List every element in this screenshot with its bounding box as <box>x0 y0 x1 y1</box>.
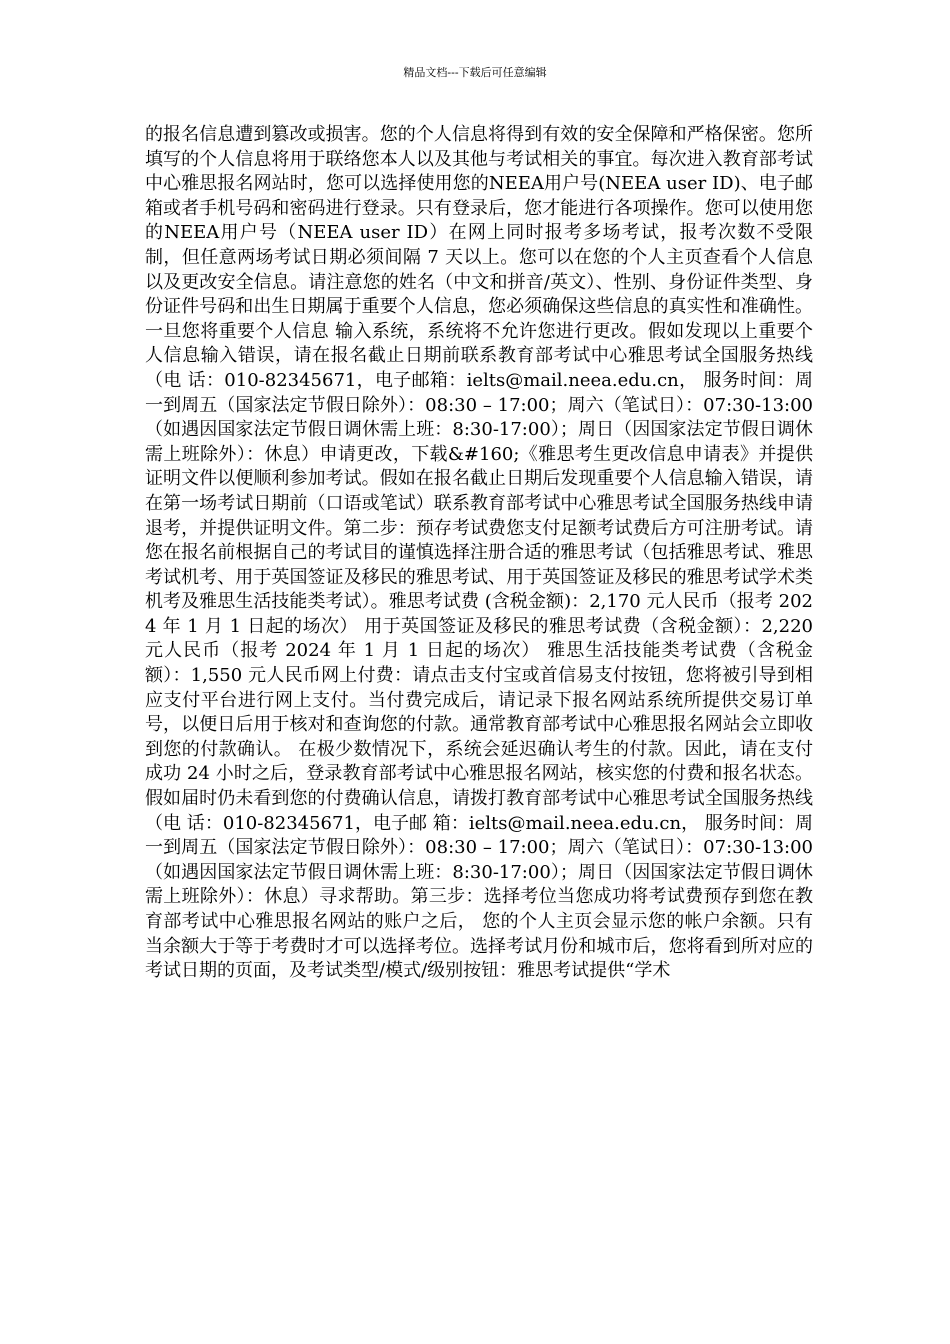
page-header: 精品文档---下载后可任意编辑 <box>403 66 547 79</box>
body-text: 的报名信息遭到篡改或损害。您的个人信息将得到有效的安全保障和严格保密。您所填写的个人信息将用于联络您本人以及其他与考试相关的事宜。每次进入教育部考试中心雅思报名网站时，您可以选择使用您的NEEA用户号(NEEA user ID)、电子邮 箱或者手机号码和密码进行登录。只有登录后，您才能进行各项操作。您可以使用您的NEEA用户号（NEEA user ID）在网上同时报考多场考试，报考次数不受限制，但任意两场考试日期必须间隔 7 天以上。您可以在您的个人主页查看个人信息以及更改安全信息。请注意您的姓名（中文和拼音/英文）、性别、身份证件类型、身份证件号码和出生日期属于重要个人信息，您必须确保这些信息的真实性和准确性。一旦您将重要个人信息 输入系统，系统将不允许您进行更改。假如发现以上重要个人信息输入错误，请在报名截止日期前联系教育部考试中心雅思考试全国服务热线 （电 话：010-82345671，电子邮箱：ielts@mail.neea.edu.cn， 服务时间：周一到周五（国家法定节假日除外）：08:30 – 17:00；周六（笔试日）：07:30-13:00（如遇因国家法定节假日调休需上班：8:30-17:00）；周日（因国家法定节假日调休需上班除外）：休息）申请更改，下载&#160;《雅思考生更改信息申请表》并提供证明文件以便顺利参加考试。假如在报名截止日期后发现重要个人信息输入错误，请在第一场考试日期前（口语或笔试）联系教育部考试中心雅思考试全国服务热线申请退考，并提供证明文件。第二步：预存考试费您支付足额考试费后方可注册考试。请您在报名前根据自己的考试目的谨慎选择注册合适的雅思考试（包括雅思考试、雅思考试机考、用于英国签证及移民的雅思考试、用于英国签证及移民的雅思考试学术类机考及雅思生活技能类考试）。雅思考试费 (含税金额)：2,170 元人民币（报考 2024 年 1 月 1 日起的场次） 用于英国签证及移民的雅思考试费（含税金额）：2,220 元人民币（报考 2024 年 1 月 1 日起的场次） 雅思生活技能类考试费（含税金额）：1,550 元人民币网上付费：请点击支付宝或首信易支付按钮，您将被引导到相应支付平台进行网上支付。当付费完成后，请记录下报名网站系统所提供交易订单号，以便日后用于核对和查询您的付款。通常教育部考试中心雅思报名网站会立即收到您的付款确认。 在极少数情况下，系统会延迟确认考生的付款。因此，请在支付成功 24 小时之后，登录教育部考试中心雅思报名网站，核实您的付费和报名状态。假如届时仍未看到您的付费确认信息，请拨打教育部考试中心雅思考试全国服务热线（电 话：010-82345671，电子邮 箱：ielts@mail.neea.edu.cn， 服务时间：周一到周五（国家法定节假日除外）：08:30 – 17:00；周六（笔试日）：07:30-13:00（如遇因国家法定节假日调休需上班：8:30-17:00）；周日（因国家法定节假日调休需上班除外）：休息）寻求帮助。第三步：选择考位当您成功将考试费预存到您在教育部考试中心雅思报名网站的账户之后， 您的个人主页会显示您的帐户余额。只有当余额大于等于考费时才可以选择考位。选择考试月份和城市后，您将看到所对应的考试日期的页面，及考试类型/模式/级别按钮：雅思考试提供“学术 <box>145 124 813 982</box>
